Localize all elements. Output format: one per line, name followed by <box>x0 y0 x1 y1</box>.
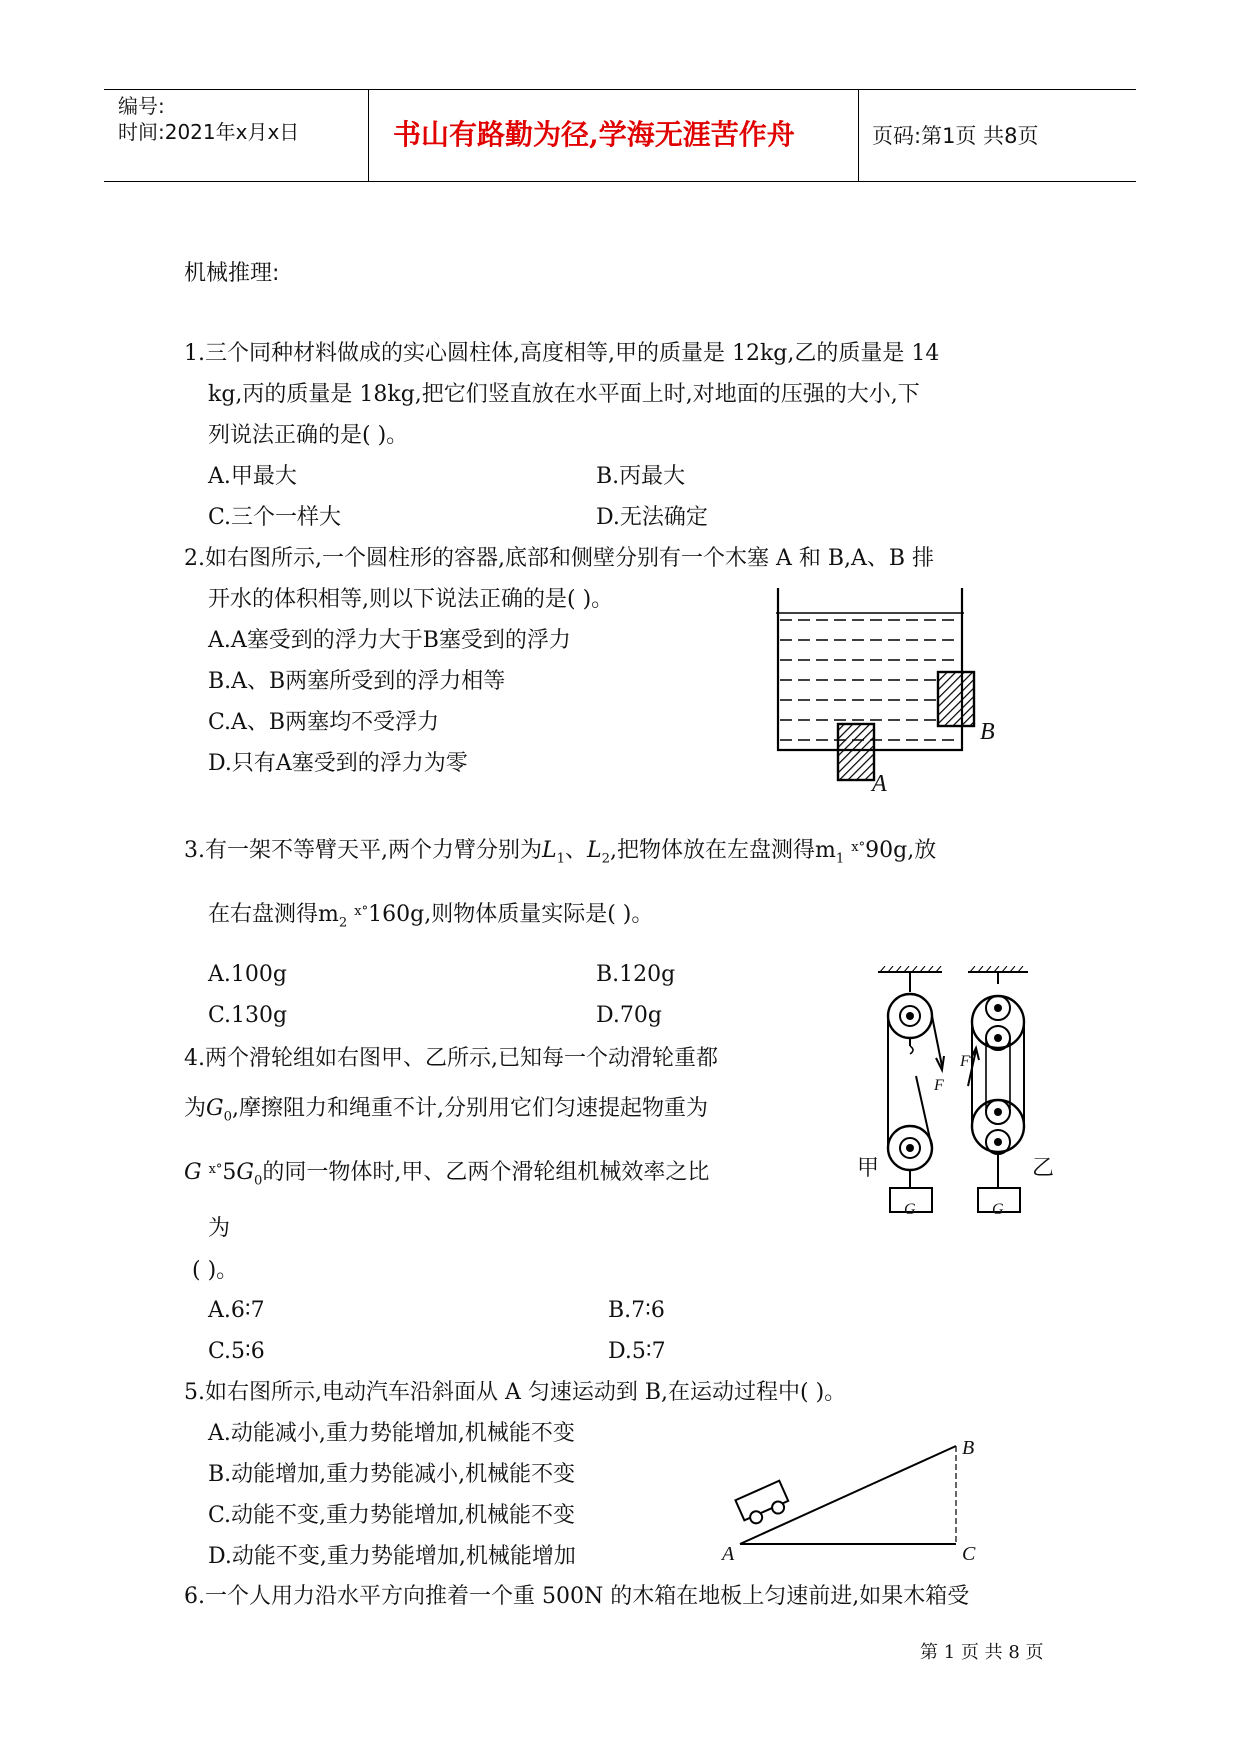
q4-line1: 4.两个滑轮组如右图甲、乙所示,已知每一个动滑轮重都 <box>184 1046 718 1071</box>
q4-fig-label-yi: 乙 <box>1032 1156 1055 1181</box>
q1-option-a: A.甲最大 <box>208 464 297 489</box>
cork-b <box>938 672 974 726</box>
q3-line1-a: 3.有一架不等臂天平,两个力臂分别为 <box>184 838 542 863</box>
q3-l2-sub: 2 <box>601 851 611 867</box>
q3-l1-sub: 1 <box>556 851 565 867</box>
q4-line2 <box>184 1096 708 1125</box>
header-id-label: 编号: <box>118 94 165 118</box>
q6-line1: 6.一个人用力沿水平方向推着一个重 500N 的木箱在地板上匀速前进,如果木箱受 <box>184 1584 970 1609</box>
q5-option-a: A.动能减小,重力势能增加,机械能不变 <box>208 1421 575 1446</box>
q4-fig-label-g2: G <box>992 1201 1004 1218</box>
q4-option-b: B.7∶6 <box>608 1298 665 1323</box>
q3-l1: L <box>542 838 557 863</box>
q3-line2-b: ,则物体质量实际是( )。 <box>424 902 654 927</box>
water-dashes <box>780 620 960 740</box>
q1-line3: 列说法正确的是( )。 <box>208 423 409 448</box>
q4-fig-label-f2: F <box>960 1053 970 1070</box>
q3-m1: m <box>815 838 836 863</box>
q2-option-a: A.A塞受到的浮力大于B塞受到的浮力 <box>208 628 571 653</box>
header-divider-right <box>858 89 859 182</box>
q4-g: G <box>184 1160 202 1185</box>
footer-page-number: 第 1 页 共 8 页 <box>920 1642 1044 1663</box>
q3-m2: m <box>318 902 339 927</box>
q5-fig-label-b: B <box>962 1437 975 1459</box>
q3-val2: 160g <box>368 902 425 927</box>
q4-line5: ( )。 <box>192 1258 239 1283</box>
q4-g0: G <box>206 1096 224 1121</box>
cork-a <box>838 724 874 780</box>
q3-sep: 、 <box>565 838 588 863</box>
q1-line2: kg,丙的质量是 18kg,把它们竖直放在水平面上时,对地面的压强的大小,下 <box>208 382 920 407</box>
q4-fig-label-jia: 甲 <box>857 1156 880 1181</box>
q5-option-d: D.动能不变,重力势能增加,机械能增加 <box>208 1544 576 1569</box>
q3-option-c: C.130g <box>208 1003 288 1028</box>
q3-line1 <box>184 838 936 867</box>
q4-g0b-sub: 0 <box>254 1173 263 1189</box>
q3-garble1: ⅹ° <box>851 840 866 855</box>
q4-line2-a: 为 <box>184 1096 207 1121</box>
q4-option-a: A.6∶7 <box>208 1298 265 1323</box>
header-page-label: 页码:第1页 共8页 <box>872 124 1039 148</box>
q3-l2: L <box>587 838 602 863</box>
q4-option-d: D.5∶7 <box>608 1339 666 1364</box>
q3-m1-sub: 1 <box>835 851 845 867</box>
q4-option-c: C.5∶6 <box>208 1339 265 1364</box>
q1-option-b: B.丙最大 <box>596 464 686 489</box>
q2-option-c: C.A、B两塞均不受浮力 <box>208 710 440 735</box>
q3-line1-b: ,把物体放在左盘测得 <box>610 838 816 863</box>
q5-fig-label-a: A <box>722 1543 735 1565</box>
q2-line1: 2.如右图所示,一个圆柱形的容器,底部和侧壁分别有一个木塞 A 和 B,A、B 排 <box>184 546 935 571</box>
q4-line3-b: 的同一物体时,甲、乙两个滑轮组机械效率之比 <box>262 1160 710 1185</box>
q4-pulley-figure <box>872 966 1072 1226</box>
q1-option-d: D.无法确定 <box>596 505 708 530</box>
q3-val1: 90g <box>865 838 908 863</box>
q5-fig-label-c: C <box>962 1543 976 1565</box>
q2-option-d: D.只有A塞受到的浮力为零 <box>208 751 468 776</box>
q5-option-b: B.动能增加,重力势能减小,机械能不变 <box>208 1462 576 1487</box>
section-title: 机械推理: <box>184 261 280 286</box>
q3-line2 <box>208 902 653 931</box>
q2-fig-label-a: A <box>872 771 887 797</box>
q3-m2-sub: 2 <box>338 915 348 931</box>
q4-line4: 为 <box>208 1216 231 1241</box>
q1-line1: 1.三个同种材料做成的实心圆柱体,高度相等,甲的质量是 12kg,乙的质量是 14 <box>184 341 940 366</box>
q4-fig-label-g1: G <box>904 1201 916 1218</box>
q2-fig-label-b: B <box>980 719 995 745</box>
q2-line2: 开水的体积相等,则以下说法正确的是( )。 <box>208 587 614 612</box>
q4-line3 <box>184 1160 709 1189</box>
q3-line2-a: 在右盘测得 <box>208 902 319 927</box>
q3-option-d: D.70g <box>596 1003 662 1028</box>
q5-incline-figure <box>716 1438 976 1558</box>
q3-line1-c: ,放 <box>907 838 937 863</box>
header-divider-left <box>368 89 369 182</box>
q4-line2-b: ,摩擦阻力和绳重不计,分别用它们匀速提起物重为 <box>231 1096 708 1121</box>
header-time-label: 时间:2021年x月x日 <box>118 120 300 144</box>
q4-g0b: G <box>236 1160 254 1185</box>
q5-line1: 5.如右图所示,电动汽车沿斜面从 A 匀速运动到 B,在运动过程中( )。 <box>184 1380 847 1405</box>
header-motto: 书山有路勤为径,学海无涯苦作舟 <box>393 118 795 151</box>
q3-option-b: B.120g <box>596 962 676 987</box>
header-top-rule <box>104 89 1136 90</box>
q4-five: 5 <box>222 1160 237 1185</box>
car <box>735 1481 791 1528</box>
q1-option-c: C.三个一样大 <box>208 505 342 530</box>
q2-option-b: B.A、B两塞所受到的浮力相等 <box>208 669 506 694</box>
q4-garble: ⅹ° <box>208 1162 223 1177</box>
q4-fig-label-f1: F <box>934 1077 944 1094</box>
q2-container-figure <box>776 588 1016 798</box>
q4-g0-sub: 0 <box>223 1109 232 1125</box>
q3-option-a: A.100g <box>208 962 287 987</box>
q3-garble2: ⅹ° <box>354 904 369 919</box>
header-bottom-rule <box>104 181 1136 182</box>
q5-option-c: C.动能不变,重力势能增加,机械能不变 <box>208 1503 576 1528</box>
